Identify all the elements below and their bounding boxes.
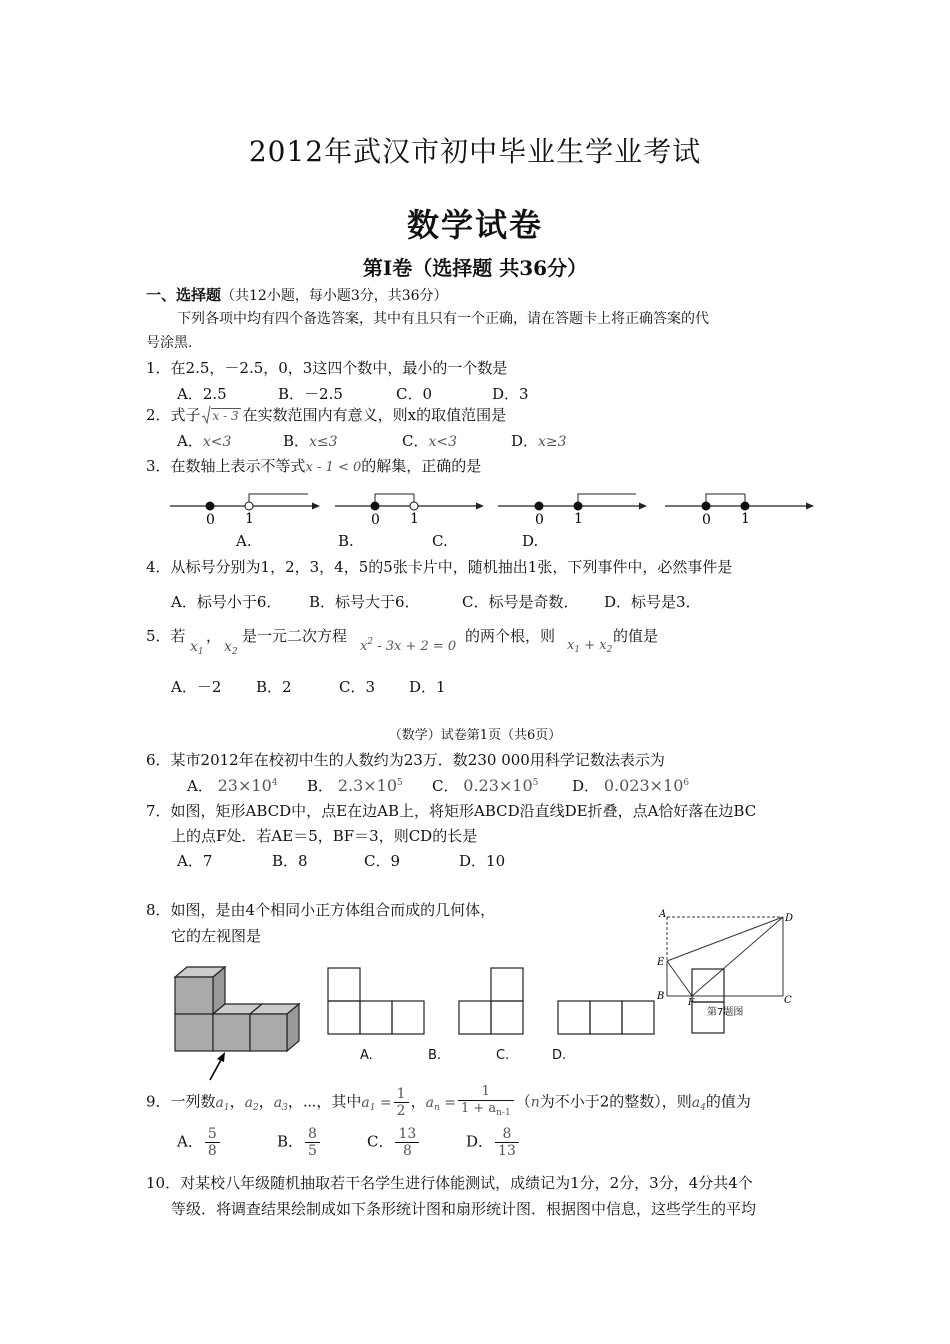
number-line-b-tick-0: 0: [371, 512, 380, 524]
q6-option-b: B． $2.3\times 10^5$: [307, 776, 403, 795]
number-line-b-arrow-icon: [476, 503, 484, 510]
q7-option-d: D．10: [459, 852, 506, 870]
q10-line-2: 等级．将调查结果绘制成如下条形统计图和扇形统计图．根据图中信息，这些学生的平均: [171, 1200, 757, 1218]
q5-sum: $x_1 + x_2$: [567, 638, 613, 655]
q8-cube-solid: [170, 962, 310, 1082]
q9-recurrence-fraction: $\frac{1}{1 + a_{n-1}}$: [458, 1084, 514, 1121]
q1-stem: 1．在2.5，－2.5，0，3这四个数中，最小的一个数是: [146, 359, 508, 377]
q8-line-1: 8．如图，是由4个相同小正方体组合而成的几何体，: [146, 901, 496, 919]
q9-stem: 9．一列数$a_1$，$a_2$，$a_3$，⋯，其中$a_1$ = $\frac{1}{2}$ ，$a_n$ = $\frac{1}{1 + a_{n-1}}$ （n为不小于2的整数），则$a_4$的值为: [146, 1084, 751, 1119]
number-line-d-point-1: [741, 502, 749, 510]
q9-a1-def: $a_1$ =: [361, 1094, 392, 1113]
number-line-d-tick-1: 1: [741, 511, 750, 524]
number-line-c-point-0: [535, 502, 543, 510]
number-line-c-tick-1: 1: [574, 511, 583, 524]
radical-sign-icon: [201, 405, 211, 425]
instruction-line-2: 号涂黑.: [146, 335, 193, 351]
number-lines-group: [170, 494, 814, 524]
q5-p4: 的两个根，则: [465, 627, 556, 645]
q5-x2: $x_2$: [224, 639, 238, 657]
point-f-label: F: [688, 998, 695, 1008]
q2-option-b: B．x≤3: [283, 432, 338, 450]
view-arrow-head-icon: [217, 1052, 225, 1062]
point-a-label: A: [659, 909, 667, 920]
number-line-d-bracket: [706, 494, 745, 502]
number-line-b-point-0: [371, 502, 379, 510]
q1-option-a: A．2.5: [177, 385, 227, 403]
point-d-label: D: [785, 913, 794, 924]
q9-a1: $a_1$: [215, 1094, 230, 1113]
number-line-b-point-1: [410, 502, 418, 510]
section-heading-note: （共12小题，每小题3分，共36分）: [221, 288, 448, 304]
number-line-b-tick-1: 1: [410, 511, 419, 524]
q5-p2: ，: [206, 627, 222, 645]
q5-p1: 5．若: [146, 627, 186, 645]
number-line-d-tick-0: 0: [702, 512, 711, 524]
q7-figure-caption: 第7题图: [707, 1007, 744, 1018]
q8-options-drawings: [326, 966, 658, 1036]
q7-line-1: 7．如图，矩形ABCD中，点E在边AB上，将矩形ABCD沿直线DE折叠，点A恰好落在边BC: [146, 802, 757, 820]
q7-option-b: B．8: [272, 852, 308, 870]
q2-option-c: C．x<3: [402, 432, 458, 450]
q5-p5: 的值是: [613, 627, 659, 645]
q7-option-c: C．9: [364, 852, 401, 870]
q9-half-fraction: $\frac{1}{2}$: [394, 1086, 409, 1119]
point-c-label: C: [784, 995, 792, 1006]
q7-option-a: A．7: [177, 852, 213, 870]
q5-option-a: A．－2: [171, 678, 222, 696]
q3-label-d: D.: [522, 532, 539, 550]
q9-a3: $a_3$: [273, 1094, 288, 1113]
instruction-line-1: 下列各项中均有四个备选答案，其中有且只有一个正确，请在答题卡上将正确答案的代: [177, 311, 709, 327]
q9-option-c: C． $\frac{13}{8}$: [367, 1126, 421, 1159]
q10-line-1: 10．对某校八年级随机抽取若干名学生进行体能测试，成绩记为1分，2分，3分，4分共4个: [146, 1174, 753, 1192]
section-heading: [146, 284, 448, 305]
q5-option-c: C．3: [339, 678, 376, 696]
q3-label-a: A.: [236, 532, 252, 550]
q2-option-a: A．x<3: [177, 432, 232, 450]
q3-inequality: x - 1 < 0: [305, 460, 362, 475]
q4-option-c: C．标号是奇数．: [462, 593, 579, 611]
number-line-a-tick-1: 1: [245, 511, 254, 524]
q8-label-a: A.: [360, 1048, 373, 1063]
q1-option-c: C．0: [396, 385, 433, 403]
q4-option-d: D．标号是3．: [604, 593, 701, 611]
section-heading-label: 一、选择题: [146, 286, 222, 304]
q3-label-b: B.: [338, 532, 354, 550]
q1-option-d: D．3: [492, 385, 529, 403]
number-line-c-bracket: [578, 494, 636, 502]
q5-option-d: D．1: [409, 678, 446, 696]
q4-option-b: B．标号大于6．: [309, 593, 420, 611]
point-e-label: E: [657, 957, 665, 968]
q6-stem: 6．某市2012年在校初中生的人数约为23万．数230 000用科学记数法表示为: [146, 751, 665, 769]
q2-radicand: x - 3: [212, 409, 239, 423]
number-line-a-bracket: [249, 494, 308, 502]
part-title: 第Ⅰ卷（选择题 共36分）: [362, 256, 588, 280]
q4-option-a: A．标号小于6．: [171, 593, 282, 611]
q9-option-b: B． $\frac{8}{5}$: [277, 1126, 322, 1159]
number-line-d-point-0: [702, 502, 710, 510]
q5-x1: $x_1$: [190, 639, 204, 657]
number-line-b-bracket: [375, 494, 414, 502]
exam-subtitle: 数学试卷: [406, 206, 543, 244]
number-line-a-point-0: [206, 502, 214, 510]
q3-label-c: C.: [432, 532, 448, 550]
q2-radical: [201, 406, 241, 424]
number-line-a-point-1: [245, 502, 253, 510]
q2-stem-post: 在实数范围内有意义，则x的取值范围是: [242, 406, 507, 424]
q8-line-2: 它的左视图是: [171, 927, 262, 945]
exam-title: 2012年武汉市初中毕业生学业考试: [248, 135, 702, 168]
q7-line-2: 上的点F处．若AE＝5，BF＝3，则CD的长是: [171, 827, 478, 845]
number-line-d-arrow-icon: [806, 503, 814, 510]
q3-stem: 3．在数轴上表示不等式x - 1 < 0的解集，正确的是: [146, 457, 482, 475]
q3-number-lines: [160, 484, 820, 524]
q5-equation: $x^2 - 3x + 2 = 0$: [360, 637, 457, 654]
q9-a2: $a_2$: [244, 1094, 259, 1113]
number-line-c-tick-0: 0: [535, 512, 544, 524]
page-footer: （数学）试卷第1页（共6页）: [388, 728, 562, 743]
view-arrow: [210, 1058, 222, 1080]
q4-stem: 4．从标号分别为1，2，3，4，5的5张卡片中，随机抽出1张，下列事件中，必然事件是: [146, 558, 733, 576]
q5-p3: 是一元二次方程: [242, 627, 348, 645]
q9-an: $a_n$ =: [425, 1094, 456, 1113]
q8-label-b: B.: [428, 1048, 442, 1063]
number-line-c-point-1: [574, 502, 582, 510]
q6-option-a: A． $23\times 10^4$: [187, 776, 278, 795]
q6-option-c: C． $0.23\times 10^5$: [432, 776, 539, 795]
q2-stem: [146, 404, 506, 425]
q9-a4: $a_4$: [691, 1094, 706, 1113]
q8-option-d-drawing: [690, 967, 726, 1035]
q9-option-d: D． $\frac{8}{13}$: [466, 1126, 521, 1159]
q6-option-d: D． $0.023\times 10^6$: [572, 776, 690, 795]
q5-option-b: B．2: [256, 678, 292, 696]
number-line-c-arrow-icon: [639, 503, 647, 510]
point-b-label: B: [657, 991, 665, 1002]
edge-ef: [667, 961, 692, 996]
number-line-a-tick-0: 0: [206, 512, 215, 524]
q2-option-d: D．x≥3: [511, 432, 567, 450]
q2-stem-pre: 2．式子: [146, 406, 201, 424]
q8-label-c: C.: [496, 1048, 510, 1063]
q1-option-b: B．－2.5: [278, 385, 343, 403]
fold-line-de: [667, 917, 783, 961]
q9-option-a: A． $\frac{5}{8}$: [177, 1126, 222, 1159]
q8-label-d: D.: [552, 1048, 567, 1063]
number-line-a-arrow-icon: [312, 503, 320, 510]
